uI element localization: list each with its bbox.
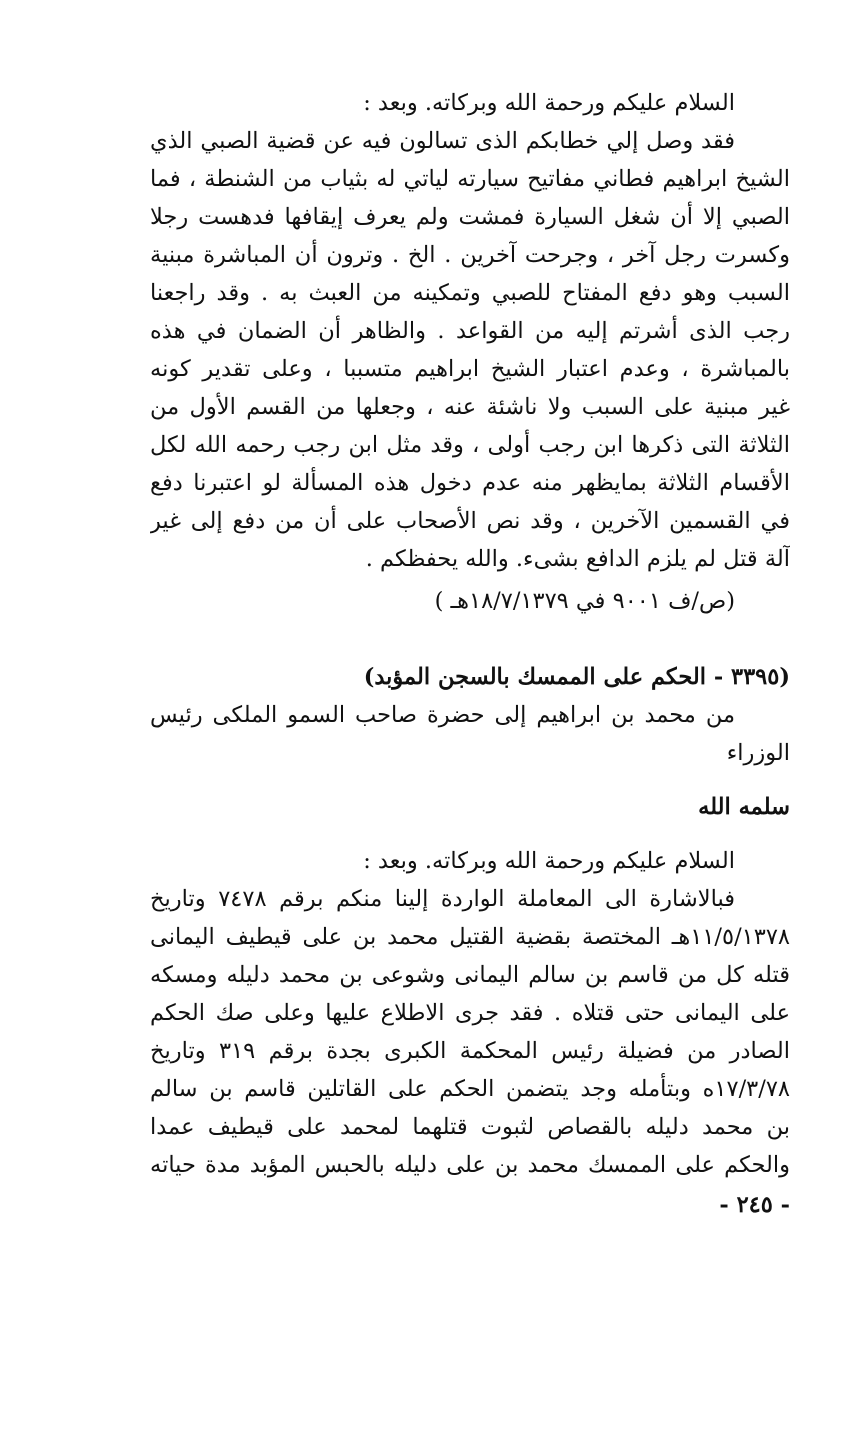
letter1-line: غير مبنية على السبب ولا ناشئة عنه ، وجعلها من القسم الأول من bbox=[150, 394, 790, 420]
letter1-line: في القسمين الآخرين ، وقد نص الأصحاب على أن من دفع إلى غير bbox=[150, 508, 790, 534]
page-number: - ٢٤٥ - bbox=[719, 1192, 790, 1218]
letter2-line: بن محمد دليله بالقصاص لثبوت قتلهما لمحمد على قيطيف عمدا bbox=[150, 1114, 790, 1140]
letter1-line: السبب وهو دفع المفتاح للصبي وتمكينه من العبث به . وقد راجعنا bbox=[150, 280, 790, 306]
letter2-line: على اليمانى حتى قتلاه . فقد جرى الاطلاع عليها وعلى صك الحكم bbox=[150, 1000, 790, 1026]
letter1-line: وكسرت رجل آخر ، وجرحت آخرين . الخ . وترون أن المباشرة مبنية bbox=[150, 242, 790, 268]
letter2-greeting: السلام عليكم ورحمة الله وبركاته. وبعد : bbox=[363, 848, 735, 874]
letter1-line: الثلاثة التى ذكرها ابن رجب أولى ، وقد مثل ابن رجب رحمه الله لكل bbox=[150, 432, 790, 458]
letter2-line: ١٧/٣/٧٨ه وبتأمله وجد يتضمن الحكم على القاتلين قاسم بن سالم bbox=[150, 1076, 790, 1102]
letter2-line: فبالاشارة الى المعاملة الواردة إلينا منكم برقم ٧٤٧٨ وتاريخ bbox=[150, 886, 735, 912]
letter1-line: الأقسام الثلاثة بمايظهر منه عدم دخول هذه المسألة لو اعتبرنا دفع bbox=[150, 470, 790, 496]
letter1-line: الشيخ ابراهيم فطاني مفاتيح سيارته لياتي له بثياب من الشنطة ، فما bbox=[150, 166, 790, 192]
letter1-line: فقد وصل إلي خطابكم الذى تسالون فيه عن قضية الصبي الذي bbox=[150, 128, 735, 154]
letter1-greeting: السلام عليكم ورحمة الله وبركاته. وبعد : bbox=[363, 90, 735, 116]
letter2-heading: (٣٣٩٥ - الحكم على الممسك بالسجن المؤبد) bbox=[363, 664, 790, 690]
document-page bbox=[150, 84, 790, 1224]
letter2-line: والحكم على الممسك محمد بن على دليله بالحبس المؤبد مدة حياته bbox=[150, 1152, 790, 1178]
letter2-from-line: من محمد بن ابراهيم إلى حضرة صاحب السمو الملكى رئيس bbox=[150, 702, 735, 728]
letter1-line: الصبي إلا أن شغل السيارة فمشت ولم يعرف إيقافها فدهست رجلا bbox=[150, 204, 790, 230]
letter2-line: قتله كل من قاسم بن سالم اليمانى وشوعى بن محمد دليله ومسكه bbox=[150, 962, 790, 988]
letter1-line: رجب الذى أشرتم إليه من القواعد . والظاهر أن الضمان في هذه bbox=[150, 318, 790, 344]
letter1-reference: (ص/ف ٩٠٠١ في ١٨/٧/١٣٧٩هـ ) bbox=[434, 588, 735, 614]
letter2-line: ١١/٥/١٣٧٨هـ المختصة بقضية القتيل محمد بن على قيطيف اليمانى bbox=[150, 924, 790, 950]
letter2-salutation: سلمه الله bbox=[698, 794, 790, 820]
letter2-from-line-2: الوزراء bbox=[726, 740, 790, 766]
letter2-line: الصادر من فضيلة رئيس المحكمة الكبرى بجدة برقم ٣١٩ وتاريخ bbox=[150, 1038, 790, 1064]
letter1-line: بالمباشرة ، وعدم اعتبار الشيخ ابراهيم متسببا ، وعلى تقدير كونه bbox=[150, 356, 790, 382]
letter1-last-line: آلة قتل لم يلزم الدافع بشىء. والله يحفظكم . bbox=[365, 546, 790, 572]
